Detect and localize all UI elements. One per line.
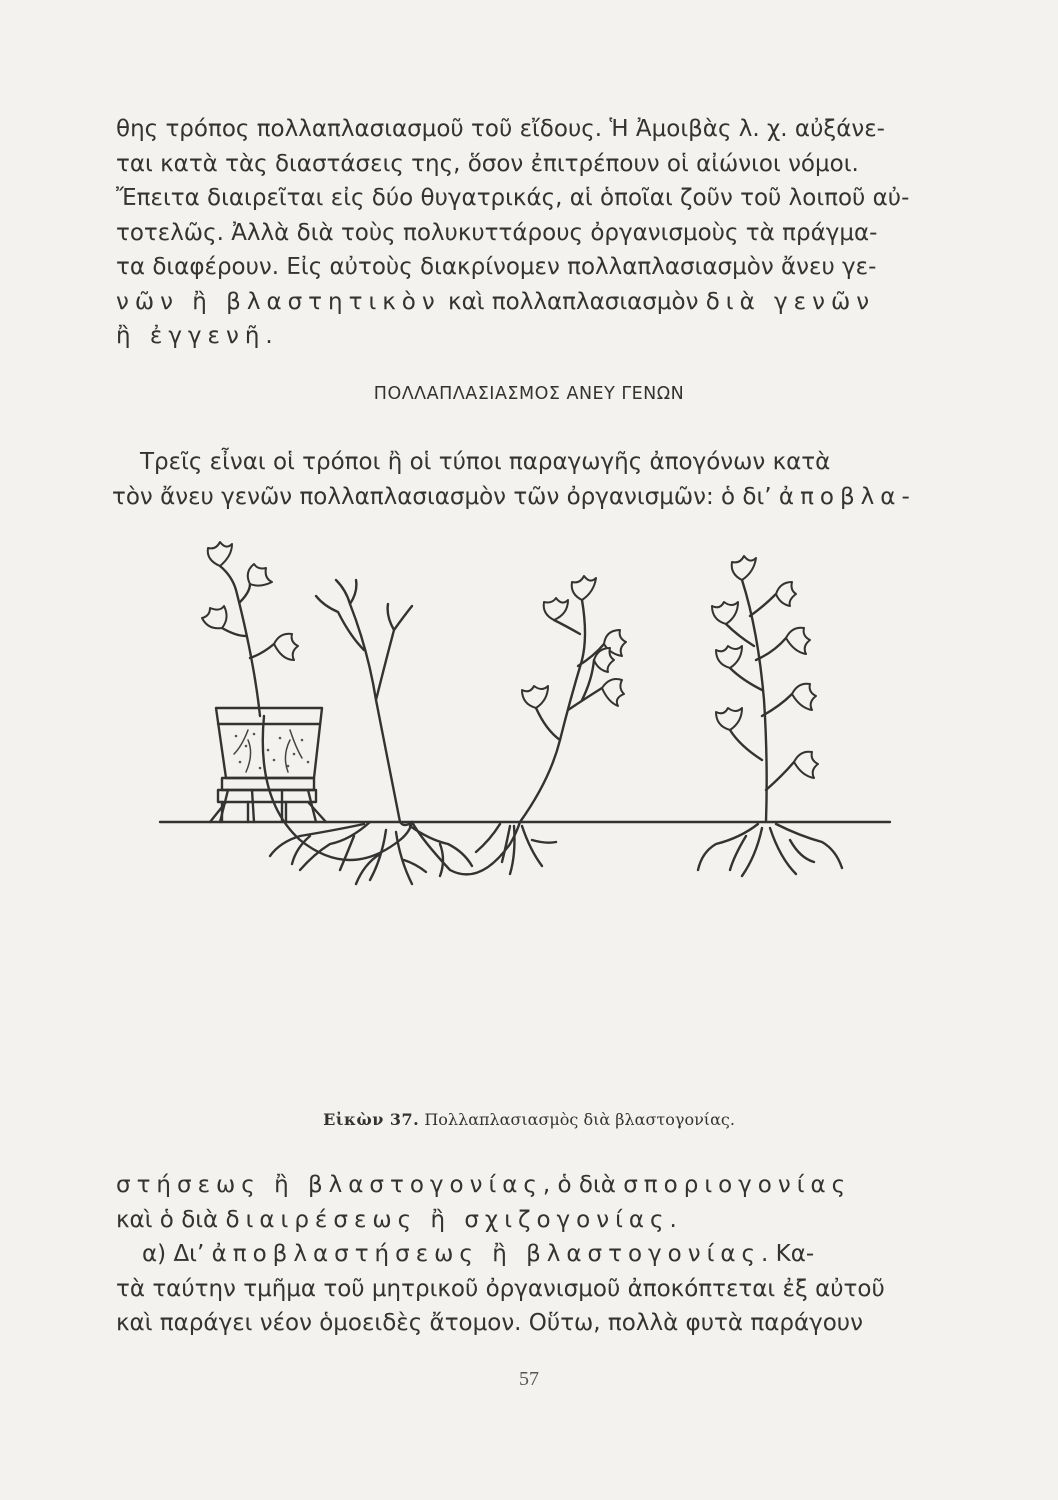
- text-line: Ἔπειτα διαιρεῖται εἰς δύο θυγατρικάς, αἱ ὁποῖαι ζοῦν τοῦ λοιποῦ αὐ-: [116, 185, 910, 211]
- spaced-term: ἀποβλα-: [778, 483, 916, 510]
- spaced-term: διαιρέσεως ἢ σχιζογονίας: [225, 1206, 670, 1233]
- plant-propagation-drawing: [150, 540, 910, 1100]
- spaced-term: ἢ ἐγγενῆ.: [116, 323, 279, 349]
- daughter-plant-1: [520, 576, 626, 822]
- text-line: θης τρόπος πολλαπλασιασμοῦ τοῦ εἴδους. Ἡ Ἀμοιβὰς λ. χ. αὐξάνε-: [116, 116, 885, 142]
- text-span: α) Δι’: [142, 1241, 212, 1267]
- mother-roots: [270, 822, 472, 884]
- text-line: τὰ ταύτην τμῆμα τοῦ μητρικοῦ ὀργανισμοῦ ἀποκόπτεται ἐξ αὐτοῦ: [116, 1275, 885, 1302]
- figure-caption: [0, 1110, 1058, 1129]
- daughter-roots-2: [698, 824, 842, 876]
- rooted-cutting: [202, 542, 298, 716]
- page-number: 57: [519, 1368, 539, 1390]
- text-line: [116, 1168, 956, 1203]
- text-line: [116, 1203, 956, 1238]
- text-span: . Κα-: [761, 1241, 815, 1267]
- text-span: καὶ ὁ διὰ: [116, 1206, 226, 1233]
- text-line: Τρεῖς εἶναι οἱ τρόποι ἢ οἱ τύποι παραγωγῆς ἀπογόνων κατὰ: [140, 449, 831, 475]
- text-line: [112, 480, 980, 515]
- text-span: τὸν ἄνευ γενῶν πολλαπλασιασμὸν τῶν ὀργανισμῶν: ὁ δι’: [112, 483, 779, 510]
- text-span: .: [669, 1206, 677, 1233]
- spaced-term: νῶν ἢ βλαστητικὸν: [116, 288, 441, 315]
- spaced-term: σποριογονίας: [623, 1172, 852, 1198]
- text-line: τοτελῶς. Ἀλλὰ διὰ τοὺς πολυκυττάρους ὀργανισμοὺς τὰ πράγμα-: [116, 219, 878, 246]
- paragraph-bottom: [116, 1168, 956, 1341]
- text-span: , ὁ διὰ: [542, 1172, 624, 1198]
- spaced-term: στήσεως ἢ βλαστογονίας: [116, 1172, 543, 1198]
- glass-pot: [216, 708, 322, 778]
- layered-stem: [263, 716, 412, 860]
- daughter-plant-2: [712, 556, 818, 822]
- text-line: [116, 285, 956, 320]
- section-heading: ΠΟΛΛΑΠΛΑΣΙΑΣΜΟΣ ΑΝΕΥ ΓΕΝΩΝ: [373, 384, 685, 404]
- text-line: [116, 1237, 956, 1272]
- caption-label: Εἰκὼν 37.: [323, 1110, 420, 1129]
- text-line: καὶ παράγει νέον ὁμοειδὲς ἄτομον. Οὕτω, πολλὰ φυτὰ παράγουν: [116, 1310, 863, 1336]
- text-line: τα διαφέρουν. Εἰς αὐτοὺς διακρίνομεν πολλαπλασιασμὸν ἄνευ γε-: [116, 254, 877, 280]
- text-line: ται κατὰ τὰς διαστάσεις της, ὅσον ἐπιτρέπουν οἱ αἰώνιοι νόμοι.: [116, 150, 859, 177]
- spaced-term: ἀποβλαστήσεως ἢ βλαστογονίας: [211, 1241, 762, 1267]
- figure-illustration: [150, 540, 910, 1100]
- spaced-term: διὰ γενῶν: [705, 288, 876, 315]
- paragraph-mid: [112, 445, 980, 514]
- paragraph-top: [116, 112, 956, 354]
- text-span: καὶ πολλαπλασιασμὸν: [440, 288, 706, 315]
- caption-text: Πολλαπλασιασμὸς διὰ βλαστογονίας.: [424, 1110, 735, 1129]
